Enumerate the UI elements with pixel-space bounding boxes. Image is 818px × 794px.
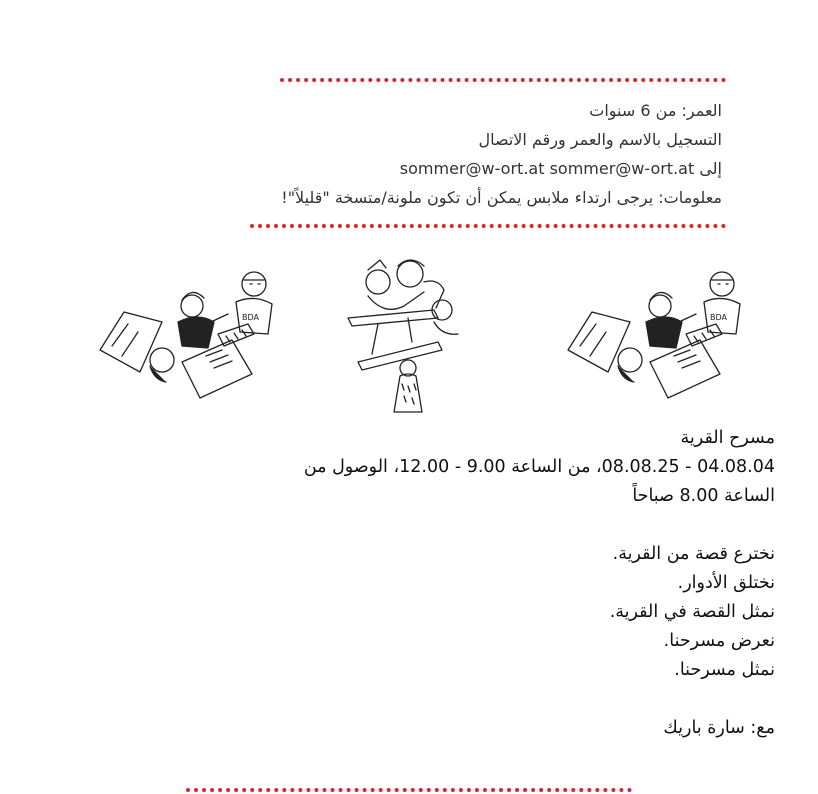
children-painting-drawing xyxy=(92,262,292,412)
clothing-note: معلومات: يرجى ارتداء ملابس يمكن أن تكون ملونة/متسخة "قليلاً"! xyxy=(281,188,722,207)
event-dates: 04.08.04 - 08.08.25، من الساعة 9.00 - 12.00، الوصول من xyxy=(303,457,775,477)
info-block xyxy=(240,96,722,212)
divider-top xyxy=(280,78,726,82)
age-text: العمر: من 6 سنوات xyxy=(589,101,722,120)
svg-text:BDA: BDA xyxy=(242,313,259,322)
activity-item: نمثل القصة في القرية. xyxy=(609,602,775,622)
registration-text: التسجيل بالاسم والعمر ورقم الاتصال xyxy=(478,130,722,149)
event-arrival: الساعة 8.00 صباحاً xyxy=(632,486,775,506)
instructor-name: مع: سارة باريك xyxy=(663,718,775,738)
children-building-stage-drawing xyxy=(338,252,478,422)
svg-text:BDA: BDA xyxy=(710,313,727,322)
activity-item: نمثل مسرحنا. xyxy=(674,660,775,680)
activity-item: نختلق الأدوار. xyxy=(677,573,775,593)
event-title: مسرح القرية xyxy=(680,428,775,448)
email-text: إلى sommer@w-ort.at sommer@w-ort.at xyxy=(399,159,722,178)
divider-middle xyxy=(250,224,726,228)
activity-item: نعرض مسرحنا. xyxy=(663,631,775,651)
divider-bottom xyxy=(186,788,632,792)
event-description xyxy=(255,424,775,743)
children-painting-drawing xyxy=(560,262,760,412)
activity-item: نخترع قصة من القرية. xyxy=(612,544,775,564)
